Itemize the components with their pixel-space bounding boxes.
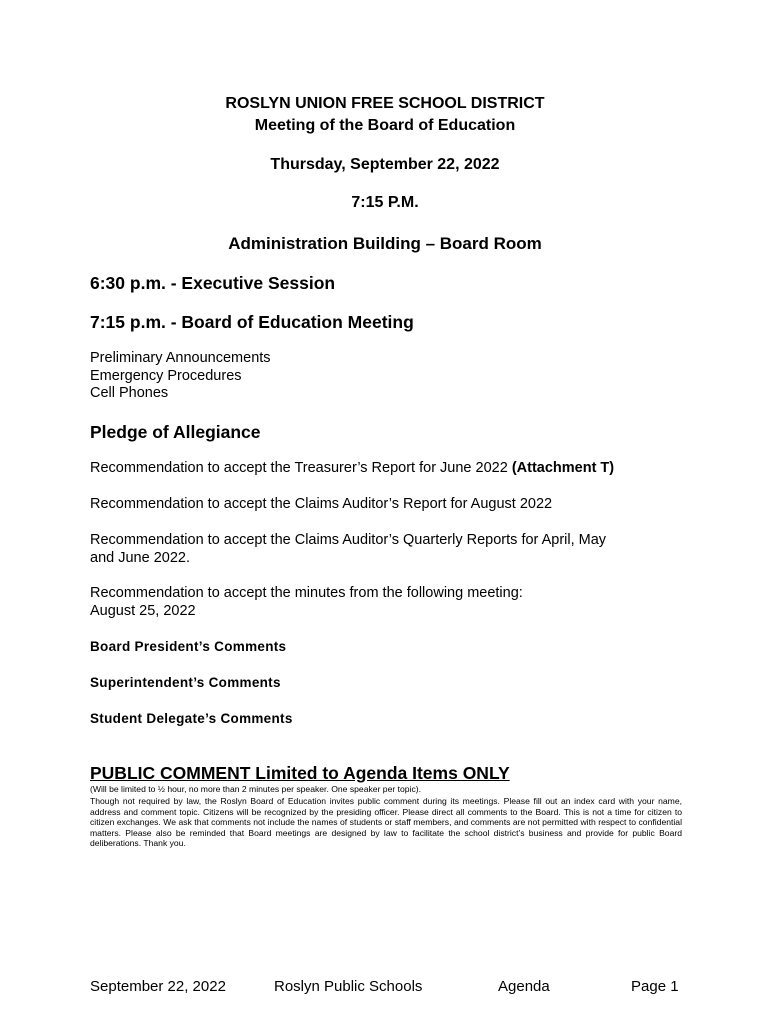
public-comment-limit: (Will be limited to ½ hour, no more than 2 minutes per speaker. One speaker per topic). — [90, 784, 422, 794]
executive-session-heading: 6:30 p.m. - Executive Session — [90, 273, 336, 293]
minutes-recommendation — [90, 585, 650, 620]
pledge-heading: Pledge of Allegiance — [90, 422, 261, 442]
board-meeting-heading: 7:15 p.m. - Board of Education Meeting — [90, 312, 414, 332]
superintendent-comments-heading: Superintendent’s Comments — [90, 675, 281, 690]
minutes-line: Recommendation to accept the minutes from the following meeting: — [90, 585, 523, 601]
claims-august-recommendation: Recommendation to accept the Claims Auditor’s Report for August 2022 — [90, 496, 553, 512]
footer-document: Agenda — [498, 978, 550, 995]
minutes-line: August 25, 2022 — [90, 602, 196, 619]
claims-quarterly-recommendation — [90, 532, 650, 567]
district-title: ROSLYN UNION FREE SCHOOL DISTRICT — [225, 95, 545, 112]
treasurer-text: Recommendation to accept the Treasurer’s Report for June 2022 — [90, 460, 508, 476]
meeting-time: 7:15 P.M. — [351, 194, 419, 211]
footer-page-number: Page 1 — [631, 978, 679, 995]
public-comment-heading: PUBLIC COMMENT Limited to Agenda Items ONLY — [90, 763, 510, 783]
attachment-label: (Attachment T) — [511, 460, 615, 476]
preliminary-list — [90, 350, 650, 403]
claims-quarterly-line: and June 2022. — [90, 549, 190, 566]
student-comments-heading: Student Delegate’s Comments — [90, 711, 293, 726]
footer-date: September 22, 2022 — [90, 978, 226, 995]
footer-organization: Roslyn Public Schools — [274, 978, 423, 995]
public-comment-body: Though not required by law, the Roslyn Board of Education invites public comment during its meetings. Please fill out an index card with your name, address and comment topic. Citizens will be recognized by the presiding officer. Please direct all comments to the Board. This is not a time for citizen to citizen exchanges. We ask that comments not include the names of students or staff members, and comments are not permitted with respect to confidential matters. Please also be reminded that Board meetings are designed by law to facilitate the school district’s business and provide for public Board deliberations. Thank you. — [90, 796, 682, 849]
meeting-date: Thursday, September 22, 2022 — [270, 156, 500, 173]
claims-quarterly-line: Recommendation to accept the Claims Auditor’s Quarterly Reports for April, May — [90, 532, 607, 548]
meeting-location: Administration Building – Board Room — [228, 234, 542, 253]
preliminary-item: Preliminary Announcements — [90, 350, 271, 366]
meeting-title: Meeting of the Board of Education — [254, 117, 516, 134]
treasurer-recommendation — [90, 460, 650, 478]
president-comments-heading: Board President’s Comments — [90, 639, 287, 654]
preliminary-item: Cell Phones — [90, 385, 169, 401]
preliminary-item: Emergency Procedures — [90, 367, 242, 384]
